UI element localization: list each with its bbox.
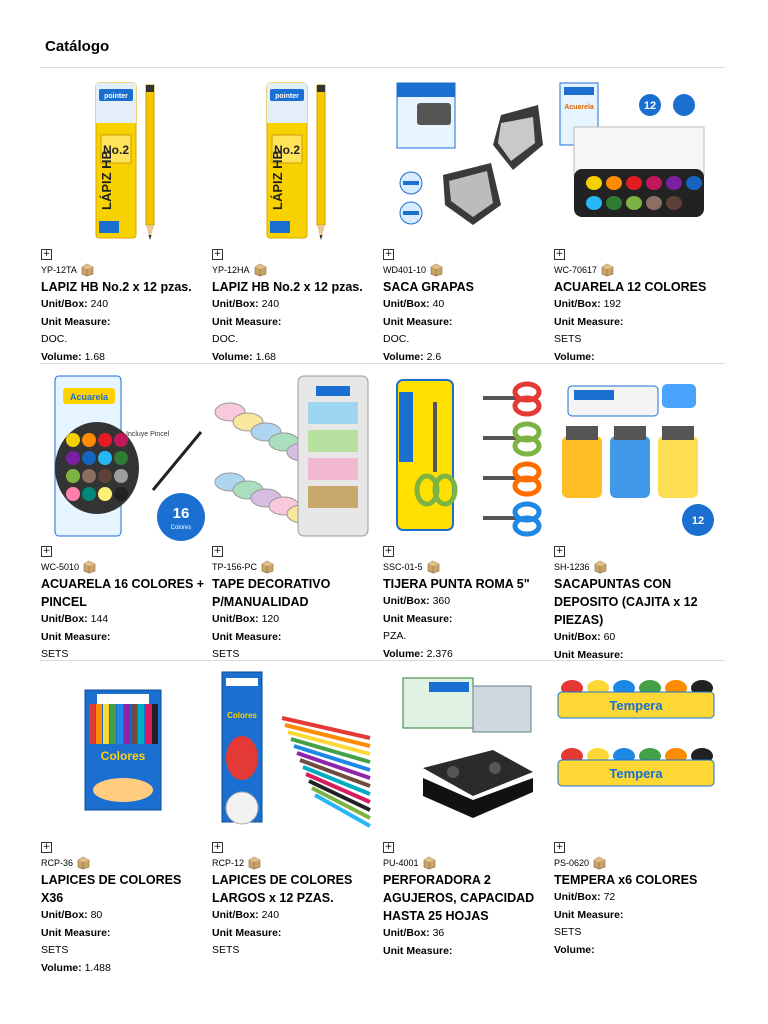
unit-box-row: Unit/Box: 72 — [554, 891, 616, 903]
product-info — [554, 842, 719, 959]
unit-measure-row: Unit Measure: — [212, 926, 282, 939]
box-icon — [81, 264, 94, 276]
product-card — [383, 372, 548, 660]
svg-text:12: 12 — [691, 515, 705, 527]
unit-measure-row: Unit Measure: — [383, 612, 453, 625]
expand-plus-icon[interactable]: + — [384, 842, 393, 852]
unit-measure-value: SETS — [212, 944, 240, 956]
product-info — [383, 249, 548, 366]
unit-measure-value: SETS — [554, 333, 582, 345]
unit-measure-row: Unit Measure: — [41, 315, 111, 328]
product-code: SH-1236 — [554, 562, 590, 572]
svg-text:Colores: Colores — [227, 711, 257, 720]
product-code: PS-0620 — [554, 858, 590, 868]
product-image[interactable] — [554, 75, 719, 245]
box-icon — [261, 561, 274, 573]
box-icon — [601, 264, 614, 276]
volume-row: Volume: — [554, 350, 595, 363]
volume-row: Volume: 2.376 — [383, 647, 453, 660]
unit-box-row: Unit/Box: 40 — [383, 298, 445, 310]
box-icon — [83, 561, 96, 573]
unit-measure-value: SETS — [41, 944, 69, 956]
product-image[interactable] — [383, 668, 548, 838]
product-image[interactable] — [212, 668, 377, 838]
svg-text:No.2: No.2 — [102, 143, 130, 157]
product-image[interactable] — [41, 372, 206, 542]
product-code: WD401-10 — [383, 265, 427, 275]
product-card — [41, 668, 206, 974]
product-code: PU-4001 — [383, 858, 419, 868]
product-info — [554, 249, 719, 366]
svg-text:pointer: pointer — [104, 93, 128, 100]
svg-text:LÁPIZ HB: LÁPIZ HB — [270, 150, 285, 210]
svg-text:Tempera: Tempera — [609, 766, 663, 781]
unit-measure-value: SETS — [554, 926, 582, 938]
product-card — [383, 75, 548, 363]
box-icon — [427, 561, 440, 573]
product-name: LAPIZ HB No.2 x 12 pzas. — [41, 280, 192, 294]
svg-text:LÁPIZ HB: LÁPIZ HB — [99, 150, 114, 210]
box-icon — [248, 857, 261, 869]
unit-box-row: Unit/Box: 240 — [41, 298, 109, 310]
svg-text:Incluye Pincel: Incluye Pincel — [126, 431, 170, 438]
product-info — [383, 546, 548, 663]
unit-measure-row: Unit Measure: — [41, 630, 111, 643]
title-divider — [40, 67, 725, 68]
product-code: YP-12TA — [41, 265, 77, 275]
product-image[interactable] — [212, 75, 377, 245]
unit-box-row: Unit/Box: 192 — [554, 298, 622, 310]
product-info — [383, 842, 548, 960]
expand-plus-icon[interactable]: + — [42, 546, 51, 556]
unit-measure-value: DOC. — [41, 333, 68, 345]
unit-box-row: Unit/Box: 360 — [383, 595, 451, 607]
unit-measure-row: Unit Measure: — [212, 630, 282, 643]
unit-measure-row: Unit Measure: — [212, 315, 282, 328]
product-info — [212, 249, 377, 366]
product-name: TEMPERA x6 COLORES — [554, 873, 698, 887]
unit-measure-value: SETS — [212, 648, 240, 660]
svg-text:Colores: Colores — [100, 749, 146, 763]
row-divider — [40, 363, 725, 364]
product-image[interactable] — [383, 75, 548, 245]
expand-plus-icon[interactable]: + — [213, 842, 222, 852]
unit-box-row: Unit/Box: 144 — [41, 613, 109, 625]
page-title: Catálogo — [45, 38, 110, 55]
expand-plus-icon[interactable]: + — [42, 842, 51, 852]
product-card — [383, 668, 548, 963]
svg-text:Acuarela: Acuarela — [69, 392, 109, 402]
unit-box-row: Unit/Box: 240 — [212, 298, 280, 310]
svg-text:No.2: No.2 — [273, 143, 301, 157]
product-image[interactable] — [554, 668, 719, 838]
product-name: TIJERA PUNTA ROMA 5" — [383, 577, 530, 591]
expand-plus-icon[interactable]: + — [555, 249, 564, 259]
product-name: LAPICES DE COLORES X36 — [41, 873, 182, 905]
product-name: ACUARELA 16 COLORES + PINCEL — [41, 577, 205, 609]
product-info — [554, 546, 719, 664]
expand-plus-icon[interactable]: + — [384, 546, 393, 556]
unit-measure-row: Unit Measure: — [383, 315, 453, 328]
unit-measure-value: DOC. — [383, 333, 410, 345]
expand-plus-icon[interactable]: + — [213, 546, 222, 556]
product-info — [41, 842, 206, 977]
unit-box-row: Unit/Box: 36 — [383, 927, 445, 939]
product-name: ACUARELA 12 COLORES — [554, 280, 707, 294]
svg-text:16: 16 — [172, 505, 190, 522]
unit-measure-row: Unit Measure: — [41, 926, 111, 939]
product-card — [212, 75, 377, 363]
product-image[interactable] — [383, 372, 548, 542]
unit-measure-row: Unit Measure: — [554, 648, 624, 661]
volume-row: Volume: 2.6 — [383, 350, 442, 363]
expand-plus-icon[interactable]: + — [384, 249, 393, 259]
product-name: SACA GRAPAS — [383, 280, 474, 294]
unit-box-row: Unit/Box: 80 — [41, 909, 103, 921]
product-image[interactable] — [212, 372, 377, 542]
product-code: WC-70617 — [554, 265, 598, 275]
box-icon — [423, 857, 436, 869]
box-icon — [594, 561, 607, 573]
product-card — [212, 372, 377, 660]
product-name: PERFORADORA 2 AGUJEROS, CAPACIDAD HASTA 25 HOJAS — [383, 873, 535, 923]
unit-measure-value: PZA. — [383, 630, 407, 642]
unit-measure-value: SETS — [41, 648, 69, 660]
box-icon — [77, 857, 90, 869]
svg-text:Acuarela: Acuarela — [564, 104, 594, 111]
svg-text:Tempera: Tempera — [609, 698, 663, 713]
unit-box-row: Unit/Box: 240 — [212, 909, 280, 921]
svg-text:12: 12 — [643, 100, 657, 112]
product-code: SSC-01-5 — [383, 562, 423, 572]
product-code: WC-5010 — [41, 562, 80, 572]
product-info — [212, 842, 377, 960]
product-card — [41, 372, 206, 660]
box-icon — [593, 857, 606, 869]
product-name: LAPICES DE COLORES LARGOS x 12 PZAS. — [212, 873, 353, 905]
unit-measure-row: Unit Measure: — [554, 315, 624, 328]
product-code: YP-12HA — [212, 265, 250, 275]
unit-measure-value: DOC. — [212, 333, 239, 345]
product-code: RCP-12 — [212, 858, 245, 868]
product-info — [41, 249, 206, 366]
product-code: RCP-36 — [41, 858, 74, 868]
product-card — [554, 372, 719, 660]
box-icon — [430, 264, 443, 276]
product-image[interactable] — [41, 668, 206, 838]
product-card — [554, 668, 719, 963]
product-name: TAPE DECORATIVO P/MANUALIDAD — [212, 577, 331, 609]
product-name: LAPIZ HB No.2 x 12 pzas. — [212, 280, 363, 294]
product-card — [41, 75, 206, 363]
volume-row: Volume: 1.68 — [41, 350, 106, 363]
volume-row: Volume: 1.68 — [212, 350, 277, 363]
product-image[interactable] — [41, 75, 206, 245]
volume-row: Volume: — [554, 943, 595, 956]
unit-box-row: Unit/Box: 120 — [212, 613, 280, 625]
expand-plus-icon[interactable]: + — [42, 249, 51, 259]
product-name: SACAPUNTAS CON DEPOSITO (CAJITA x 12 PIEZAS) — [554, 577, 698, 627]
product-info — [41, 546, 206, 664]
expand-plus-icon[interactable]: + — [213, 249, 222, 259]
unit-measure-row: Unit Measure: — [383, 944, 453, 957]
expand-plus-icon[interactable]: + — [555, 546, 564, 556]
unit-box-row: Unit/Box: 60 — [554, 631, 616, 643]
product-info — [212, 546, 377, 664]
unit-measure-row: Unit Measure: — [554, 908, 624, 921]
product-card — [554, 75, 719, 363]
box-icon — [254, 264, 267, 276]
product-image[interactable] — [554, 372, 719, 542]
svg-text:Colores: Colores — [170, 525, 192, 531]
row-divider — [40, 660, 725, 661]
product-card — [212, 668, 377, 963]
product-code: TP-156-PC — [212, 562, 258, 572]
volume-row: Volume: 1.488 — [41, 961, 111, 974]
expand-plus-icon[interactable]: + — [555, 842, 564, 852]
svg-text:pointer: pointer — [275, 93, 299, 100]
